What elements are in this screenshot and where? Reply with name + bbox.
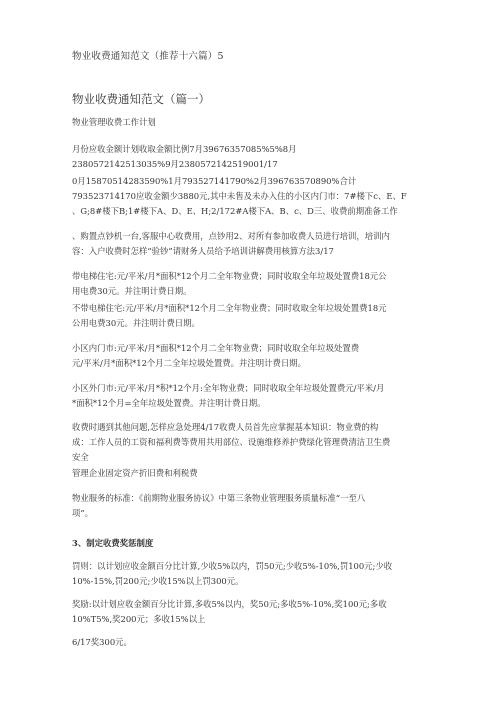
paragraph-line: 0月15870514283590%1月793527141790%2月396763570890%合计: [72, 176, 357, 186]
paragraph: [72, 597, 432, 627]
paragraph-line: 用电费30元。并注明计费日期。: [72, 286, 192, 296]
paragraph: [72, 341, 432, 371]
paragraph: [72, 466, 432, 481]
paragraph-line: 月份应收金额计划收取金额比例7月39676357085%5%8月: [72, 144, 297, 154]
paragraph-line: 物业服务的标准：《前期物业服务协议》中第三条物业管理服务质量标准“一至八: [72, 493, 366, 503]
paragraph-line: 管理企业固定资产折旧费和利税费: [72, 468, 198, 478]
paragraph: [72, 635, 432, 650]
paragraph: [72, 381, 432, 411]
paragraph-line: 10%-15%,罚200元;少收15%以上罚300元。: [72, 576, 244, 586]
paragraph-line: 项”。: [72, 508, 94, 518]
paragraph-line: 收费时遇到其他问题,怎样应急处理4/17收费人员首先应掌握基本知识：物业费的构: [72, 422, 379, 432]
paragraph-line: 、购置点钞机一台,客服中心收费用，点钞用2、对所有参加收费人员进行培训，培训内: [72, 231, 390, 241]
section-title: 物业收费通知范文（篇一）: [72, 92, 210, 106]
paragraph-line: *面积*12个月=全年垃圾处置费。并注明计费日期。: [72, 398, 266, 408]
paragraph-line: 安全: [72, 452, 89, 462]
paragraph-line: 793523714170应收金额少3880元,其中未售及未办入住的小区内门市：7#楼下c、E、F: [72, 191, 407, 201]
paragraph-line: 物业管理收费工作计划: [72, 117, 156, 127]
paragraph-line: 3、制定收费奖惩制度: [72, 538, 154, 548]
paragraph: [72, 559, 432, 589]
paragraph: [72, 115, 432, 130]
paragraph: [72, 229, 432, 259]
paragraph: [72, 491, 432, 521]
paragraph: [72, 536, 432, 551]
paragraph-line: 带电梯住宅:元/平米/月*面积*12个月二全年物业费；同时收取全年垃圾处置费18元公: [72, 271, 387, 281]
paragraph: [72, 142, 432, 172]
paragraph-line: 、G;8#楼下B;1#楼下A、D、E、H;2/172#A楼下A、B、c、D三、收费前期准备工作: [72, 206, 398, 216]
paragraph-line: 6/17奖300元。: [72, 637, 132, 647]
paragraph: [72, 174, 432, 219]
paragraph-line: 10%T5%,奖200元；多收15%以上: [72, 614, 206, 624]
paragraph-line: 奖励:以计划应收金额百分比计算,多收5%以内，奖50元;多收5%-10%,奖100元;多收: [72, 599, 387, 609]
paragraph-line: 罚则：以计划应收金额百分比计算,少收5%以内，罚50元;少收5%-10%,罚100元;少收: [72, 561, 393, 571]
paragraph-line: 小区外门市:元/平米/月*积*12个月:全年物业费；同时收取全年垃圾处置费元/平米/月: [72, 383, 385, 393]
paragraph-line: 不带电梯住宅:元/平米/月*面积*12个月二全年物业费；同时收取全年垃圾处置费18元: [72, 303, 387, 313]
paragraph-line: 公用电费30元。并注明计费日期。: [72, 318, 200, 328]
paragraph-line: 成：工作人员的工资和福利费等费用共用部位、设施维修养护费绿化管理费清洁卫生费: [72, 437, 391, 447]
paragraph-line: 容：入户收费时怎样“验钞”请财务人员给予培训讲解费用核算方法3/17: [72, 246, 334, 256]
paragraph: [72, 420, 432, 465]
paragraph-line: 元/平米/月*面积*12个月二全年垃圾处置费。并注明计费日期。: [72, 358, 307, 368]
document-title: 物业收费通知范文（推荐十六篇）5: [72, 51, 224, 62]
paragraph-line: 小区内门市:元/平米/月*面积*12个月二全年物业费；同时收取全年垃圾处置费: [72, 343, 360, 353]
paragraph: [72, 269, 432, 299]
paragraph: [72, 301, 432, 331]
paragraph-line: 2380572142513035%9月2380572142519001/17: [72, 159, 278, 169]
